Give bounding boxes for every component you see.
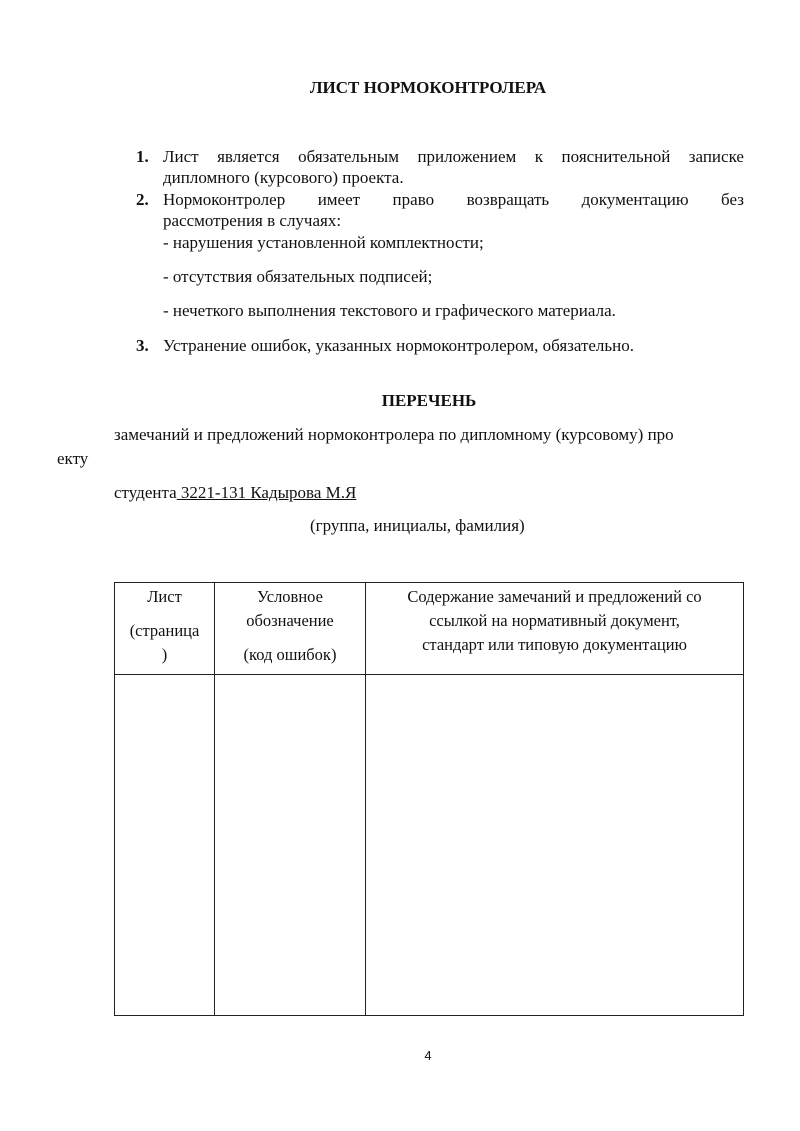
header-content: Содержание замечаний и предложений со ссылкой на нормативный документ, стандарт или типовую документацию [366, 583, 744, 675]
table-row [115, 675, 744, 1016]
page-title: ЛИСТ НОРМОКОНТРОЛЕРА [309, 78, 547, 97]
subitem-3: - нечеткого выполнения текстового и графического материала. [163, 301, 616, 320]
subitem-1: - нарушения установленной комплектности; [163, 233, 484, 252]
list-item-3: 3. Устранение ошибок, указанных нормоконтролером, обязательно. [136, 336, 635, 355]
remarks-line-1: замечаний и предложений нормоконтролера по дипломному (курсовому) про [114, 425, 674, 444]
student-line [114, 483, 356, 503]
subitem-2: - отсутствия обязательных подписей; [163, 267, 433, 286]
item-number: 1. [136, 147, 149, 166]
table-cell [115, 675, 215, 1016]
item-number: 3. [136, 336, 149, 355]
list-item-1 [136, 146, 744, 188]
item-number: 2. [136, 190, 149, 209]
item-1-line-2: дипломного (курсового) проекта. [163, 168, 404, 187]
list-heading: ПЕРЕЧЕНЬ [381, 391, 477, 410]
page-number: 4 [424, 1048, 432, 1063]
student-value: 3221-131 Кадырова М.Я [176, 483, 357, 502]
header-code: Условное обозначение (код ошибок) [215, 583, 366, 675]
student-caption: (группа, инициалы, фамилия) [310, 516, 525, 535]
header-sheet: Лист (страница ) [115, 583, 215, 675]
table-cell [366, 675, 744, 1016]
table-cell [215, 675, 366, 1016]
remarks-table [114, 582, 744, 1016]
table-header-row [115, 583, 744, 675]
remarks-line-2: екту [57, 449, 89, 468]
item-2-line-2: рассмотрения в случаях: [163, 211, 342, 230]
item-2-line-1: Нормоконтролер имеет право возвращать документацию без [163, 190, 744, 209]
list-item-2 [136, 189, 744, 231]
item-1-line-1: Лист является обязательным приложением к пояснительной записке [163, 147, 744, 166]
student-label: студента [114, 483, 177, 502]
